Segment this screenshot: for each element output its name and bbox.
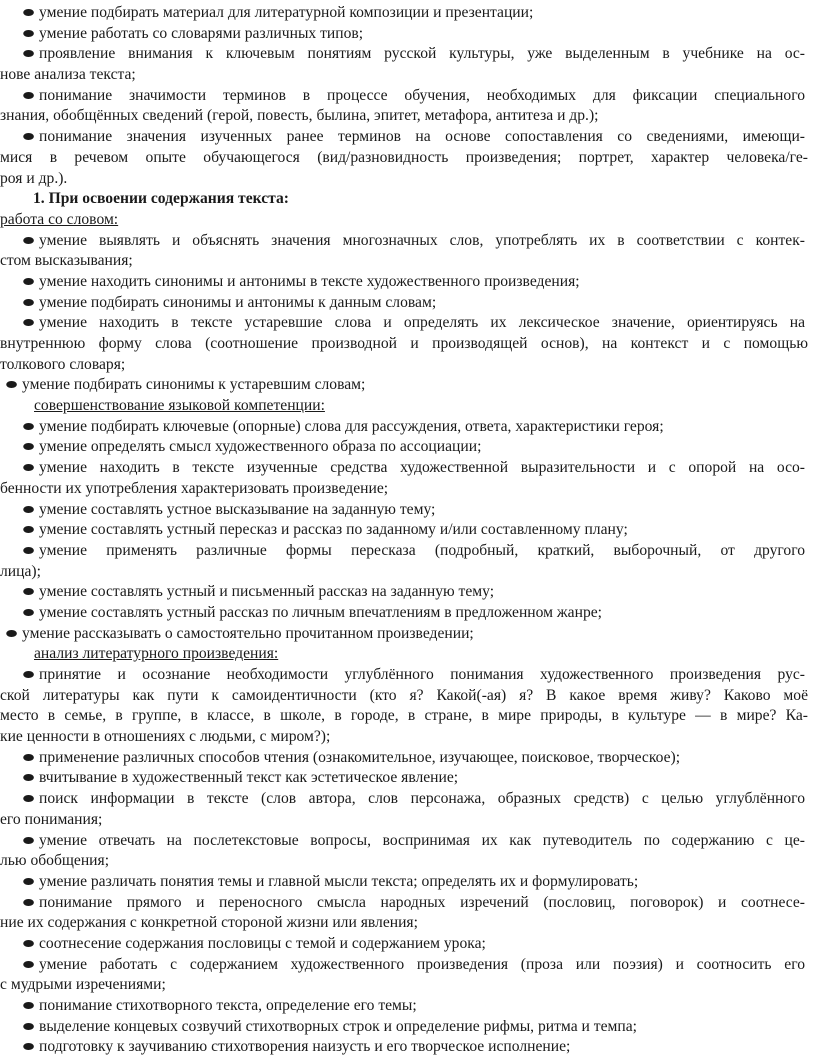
bullet-icon: ⬬ <box>23 294 35 310</box>
text-line <box>0 355 816 376</box>
bullet-icon: ⬬ <box>23 791 35 807</box>
bullet-item <box>0 934 816 955</box>
bullet-item <box>0 375 816 396</box>
bullet-item <box>0 86 816 107</box>
line-text: умение работать с содержанием художественного произведения (проза или поэзия) и соотносить его <box>39 955 805 973</box>
text-line <box>0 913 816 934</box>
line-text: умение отвечать на послетекстовые вопросы, воспринимая их как путеводитель по содержанию с це- <box>39 831 805 849</box>
line-text: умение работать со словарями различных типов; <box>39 24 364 42</box>
text-line <box>0 975 816 996</box>
bullet-item <box>0 3 816 24</box>
line-text: поиск информации в тексте (слов автора, слов персонажа, образных средств) с целью углублённого <box>39 790 805 808</box>
line-text: умение выявлять и объяснять значения многозначных слов, употреблять их в соответствии с контек- <box>39 231 805 249</box>
text-line <box>0 65 816 86</box>
bullet-item <box>0 831 816 852</box>
text-line <box>0 106 816 127</box>
bullet-item <box>0 458 816 479</box>
line-text: умение составлять устное высказывание на заданную тему; <box>39 500 436 518</box>
line-text: работа со словом: <box>0 210 119 228</box>
bullet-item <box>0 313 816 334</box>
bullet-item <box>0 665 816 686</box>
line-text: 1. При освоении содержания текста: <box>33 190 289 208</box>
text-line <box>0 810 816 831</box>
bullet-icon: ⬬ <box>23 1039 35 1055</box>
line-text: его понимания; <box>0 810 103 828</box>
bullet-icon: ⬬ <box>23 25 35 41</box>
bullet-item <box>0 768 816 789</box>
bullet-icon: ⬬ <box>23 956 35 972</box>
line-text: ние их содержания с конкретной стороной жизни или явления; <box>0 914 418 932</box>
bullet-item <box>0 1017 816 1038</box>
bullet-icon: ⬬ <box>23 87 35 103</box>
text-line <box>0 251 816 272</box>
bullet-icon: ⬬ <box>23 770 35 786</box>
line-text: мися в речевом опыте обучающегося (вид/разновидность произведения; портрет, характер человека/ге- <box>0 148 808 166</box>
text-line <box>0 727 816 748</box>
line-text: умение подбирать синонимы и антонимы к данным словам; <box>39 293 437 311</box>
bullet-item <box>0 44 816 65</box>
line-text: умение находить в тексте изученные средства художественной выразительности и с опорой на осо- <box>39 459 805 477</box>
bullet-icon: ⬬ <box>23 522 35 538</box>
line-text: с мудрыми изречениями; <box>0 976 166 994</box>
bullet-icon: ⬬ <box>23 832 35 848</box>
line-text: знания, обобщённых сведений (герой, повесть, былина, эпитет, метафора, антитеза и др.); <box>0 107 599 125</box>
bullet-icon: ⬬ <box>23 46 35 62</box>
line-text: умение подбирать ключевые (опорные) слова для рассуждения, ответа, характеристики героя; <box>39 417 664 435</box>
subsection-heading <box>0 396 816 417</box>
bullet-item <box>0 437 816 458</box>
bullet-item <box>0 500 816 521</box>
line-text: толкового словаря; <box>0 355 126 373</box>
bullet-icon: ⬬ <box>23 542 35 558</box>
text-line <box>0 851 816 872</box>
line-text: умение подбирать материал для литературной композиции и презентации; <box>39 4 534 21</box>
text-line <box>0 334 816 355</box>
bullet-icon: ⬬ <box>23 667 35 682</box>
bullet-icon: ⬬ <box>23 873 35 889</box>
bullet-icon: ⬬ <box>23 460 35 476</box>
line-text: умение составлять устный пересказ и рассказ по заданному и/или составленному плану; <box>39 521 628 539</box>
subsection-heading <box>0 644 816 665</box>
bullet-item <box>0 272 816 293</box>
bullet-item <box>0 789 816 810</box>
line-text: вчитывание в художественный текст как эстетическое явление; <box>39 769 459 787</box>
line-text: бенности их употребления характеризовать произведение; <box>0 479 389 497</box>
bullet-icon: ⬬ <box>23 232 35 248</box>
line-text: умение составлять устный рассказ по личным впечатлениям в предложенном жанре; <box>39 603 602 621</box>
bullet-icon: ⬬ <box>6 377 18 393</box>
bullet-item <box>0 582 816 603</box>
line-text: соотнесение содержания пословицы с темой и содержанием урока; <box>39 934 486 952</box>
bullet-icon: ⬬ <box>23 273 35 289</box>
text-line <box>0 686 816 707</box>
bullet-item <box>0 955 816 976</box>
bullet-icon: ⬬ <box>23 129 35 145</box>
bullet-icon: ⬬ <box>23 894 35 910</box>
bullet-icon: ⬬ <box>23 935 35 951</box>
line-text: кие ценности в отношениях с людьми, с миром?); <box>0 728 331 746</box>
line-text: анализ литературного произведения: <box>34 645 279 663</box>
bullet-item <box>0 417 816 438</box>
line-text: понимание прямого и переносного смысла народных изречений (пословиц, поговорок) и соотнесе- <box>39 893 805 911</box>
bullet-icon: ⬬ <box>23 439 35 455</box>
line-text: умение составлять устный и письменный рассказ на заданную тему; <box>39 583 495 601</box>
text-line <box>0 562 816 583</box>
bullet-icon: ⬬ <box>23 998 35 1013</box>
line-text: совершенствование языковой компетенции: <box>34 397 325 415</box>
bullet-item <box>0 24 816 45</box>
bullet-item <box>0 603 816 624</box>
bullet-item <box>0 127 816 148</box>
bullet-item <box>0 520 816 541</box>
line-text: умение подбирать синонимы к устаревшим словам; <box>22 376 366 394</box>
bullet-icon: ⬬ <box>23 584 35 600</box>
line-text: принятие и осознание необходимости углублённого понимания художественного произведения рус- <box>39 666 805 683</box>
text-line <box>0 479 816 500</box>
line-text: выделение концевых созвучий стихотворных строк и определение рифмы, ритма и темпа; <box>39 1017 637 1035</box>
line-text: место в семье, в группе, в классе, в школе, в городе, в стране, в мире природы, в культуре — в мире? Ка- <box>0 707 808 725</box>
bullet-item <box>0 541 816 562</box>
line-text: умение рассказывать о самостоятельно прочитанном произведении; <box>22 624 474 642</box>
bullet-item <box>0 893 816 914</box>
line-text: стом высказывания; <box>0 252 133 270</box>
line-text: подготовку к заучиванию стихотворения наизусть и его творческое исполнение; <box>39 1038 571 1056</box>
line-text: лью обобщения; <box>0 852 110 870</box>
bullet-icon: ⬬ <box>23 604 35 620</box>
line-text: умение находить в тексте устаревшие слова и определять их лексическое значение, ориентируясь на <box>39 314 805 332</box>
line-text: понимание значения изученных ранее терминов на основе сопоставления со сведениями, имеющи- <box>39 128 805 146</box>
text-line <box>0 169 816 190</box>
line-text: умение находить синонимы и антонимы в тексте художественного произведения; <box>39 272 580 290</box>
line-text: роя и др.). <box>0 169 68 187</box>
section-heading <box>0 189 816 210</box>
subsection-heading <box>0 210 816 231</box>
bullet-item <box>0 748 816 769</box>
line-text: понимание значимости терминов в процессе обучения, необходимых для фиксации специального <box>39 86 805 104</box>
line-text: умение различать понятия темы и главной мысли текста; определять их и формулировать; <box>39 872 639 890</box>
bullet-icon: ⬬ <box>23 315 35 331</box>
line-text: лица); <box>0 562 41 580</box>
bullet-icon: ⬬ <box>23 1018 35 1034</box>
bullet-icon: ⬬ <box>23 418 35 434</box>
bullet-item <box>0 996 816 1017</box>
bullet-icon: ⬬ <box>23 501 35 517</box>
line-text: умение применять различные формы пересказа (подробный, краткий, выборочный, от другого <box>39 541 805 559</box>
line-text: внутреннюю форму слова (соотношение производной и производящей основ), на контекст и с помощью <box>0 335 808 352</box>
line-text: нове анализа текста; <box>0 66 136 84</box>
line-text: умение определять смысл художественного образа по ассоциации; <box>39 438 482 456</box>
bullet-item <box>0 231 816 252</box>
bullet-icon: ⬬ <box>23 749 35 765</box>
line-text: применение различных способов чтения (ознакомительное, изучающее, поисковое, творческое); <box>39 748 681 766</box>
line-text: понимание стихотворного текста, определение его темы; <box>39 997 417 1014</box>
bullet-item <box>0 293 816 314</box>
bullet-item <box>0 872 816 893</box>
text-line <box>0 706 816 727</box>
bullet-icon: ⬬ <box>6 625 18 641</box>
bullet-item <box>0 624 816 645</box>
bullet-icon: ⬬ <box>23 5 35 20</box>
text-line <box>0 148 816 169</box>
line-text: ской литературы как пути к самоидентичности (кто я? Какой(-ая) я? В какое время живу? Каково моё <box>0 686 808 704</box>
line-text: проявление внимания к ключевым понятиям русской культуры, уже выделенным в учебнике на ос- <box>39 45 805 63</box>
bullet-item <box>0 1037 816 1058</box>
